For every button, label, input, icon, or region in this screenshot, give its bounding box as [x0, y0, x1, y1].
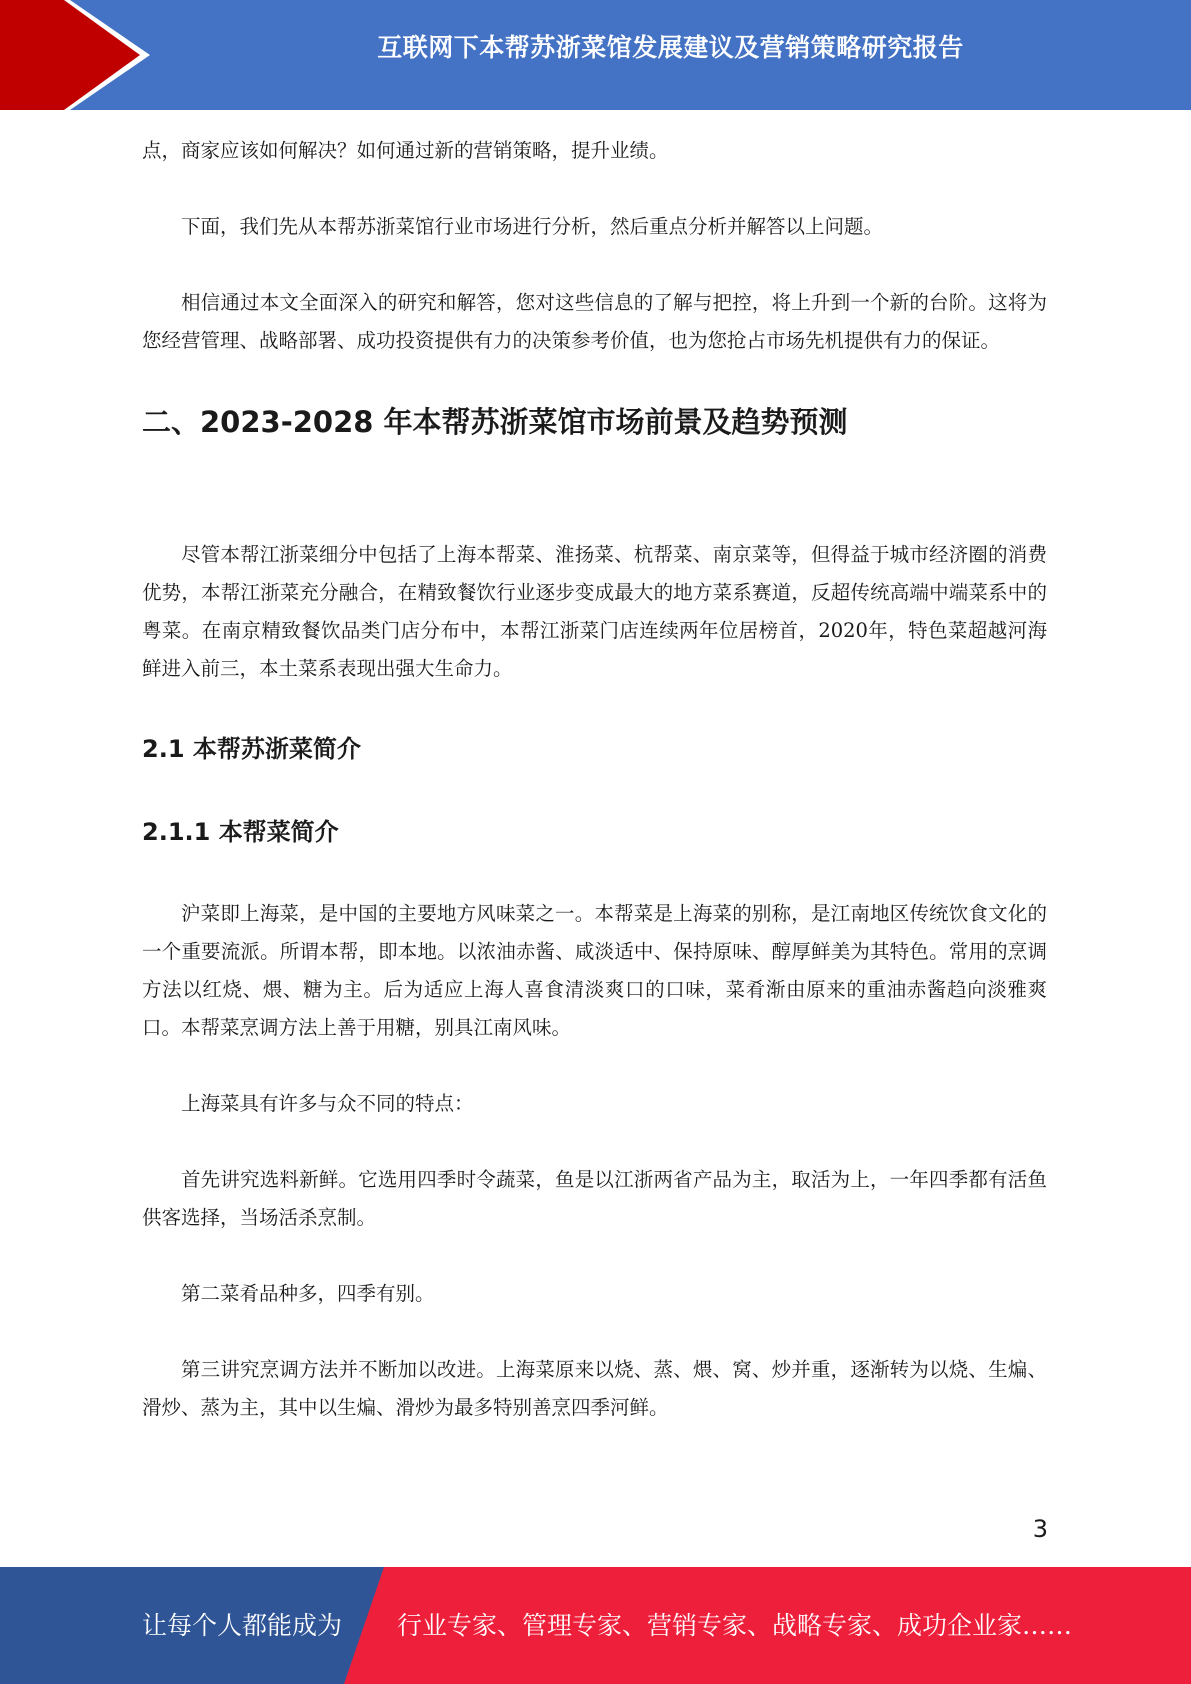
footer-slogan-right: 行业专家、管理专家、营销专家、战略专家、成功企业家……: [397, 1611, 1073, 1640]
paragraph: 沪菜即上海菜，是中国的主要地方风味菜之一。本帮菜是上海菜的别称，是江南地区传统饮食文化的一个重要流派。所谓本帮，即本地。以浓油赤酱、咸淡适中、保持原味、醇厚鲜美为其特色。常用的烹调方法以红烧、煨、糖为主。后为适应上海人喜食清淡爽口的口味，菜肴渐由原来的重油赤酱趋向淡雅爽口。本帮菜烹调方法上善于用糖，别具江南风味。: [142, 902, 1047, 1039]
subsubsection-heading: 2.1.1 本帮菜简介: [142, 818, 339, 846]
paragraph: 点，商家应该如何解决？如何通过新的营销策略，提升业绩。: [142, 139, 669, 162]
paragraph: 上海菜具有许多与众不同的特点：: [181, 1092, 474, 1115]
page-footer: [0, 1567, 1191, 1684]
header-arrow-decoration: [0, 0, 160, 110]
page-number: 3: [1032, 1515, 1048, 1543]
paragraph: 第二菜肴品种多，四季有别。: [181, 1282, 435, 1305]
subsection-heading: 2.1 本帮苏浙菜简介: [142, 735, 361, 763]
paragraph: 第三讲究烹调方法并不断加以改进。上海菜原来以烧、蒸、煨、窝、炒并重，逐渐转为以烧、生煸、滑炒、蒸为主，其中以生煸、滑炒为最多特别善烹四季河鲜。: [142, 1358, 1047, 1419]
report-title: 互联网下本帮苏浙菜馆发展建议及营销策略研究报告: [377, 33, 964, 62]
paragraph: 下面，我们先从本帮苏浙菜馆行业市场进行分析，然后重点分析并解答以上问题。: [181, 215, 884, 238]
paragraph: 相信通过本文全面深入的研究和解答，您对这些信息的了解与把控，将上升到一个新的台阶。这将为您经营管理、战略部署、成功投资提供有力的决策参考价值，也为您抢占市场先机提供有力的保证。: [142, 291, 1047, 352]
document-body: [142, 132, 1047, 1427]
paragraph: 尽管本帮江浙菜细分中包括了上海本帮菜、淮扬菜、杭帮菜、南京菜等，但得益于城市经济圈的消费优势，本帮江浙菜充分融合，在精致餐饮行业逐步变成最大的地方菜系赛道，反超传统高端中端菜系中的粤菜。在南京精致餐饮品类门店分布中，本帮江浙菜门店连续两年位居榜首，2020年，特色菜超越河海鲜进入前三，本土菜系表现出强大生命力。: [142, 543, 1047, 680]
page-header: [0, 0, 1191, 110]
section-heading: 二、2023-2028 年本帮苏浙菜馆市场前景及趋势预测: [142, 405, 848, 439]
paragraph: 首先讲究选料新鲜。它选用四季时令蔬菜，鱼是以江浙两省产品为主，取活为上，一年四季都有活鱼供客选择，当场活杀烹制。: [142, 1168, 1047, 1229]
footer-slogan-left: 让每个人都能成为: [142, 1611, 343, 1640]
